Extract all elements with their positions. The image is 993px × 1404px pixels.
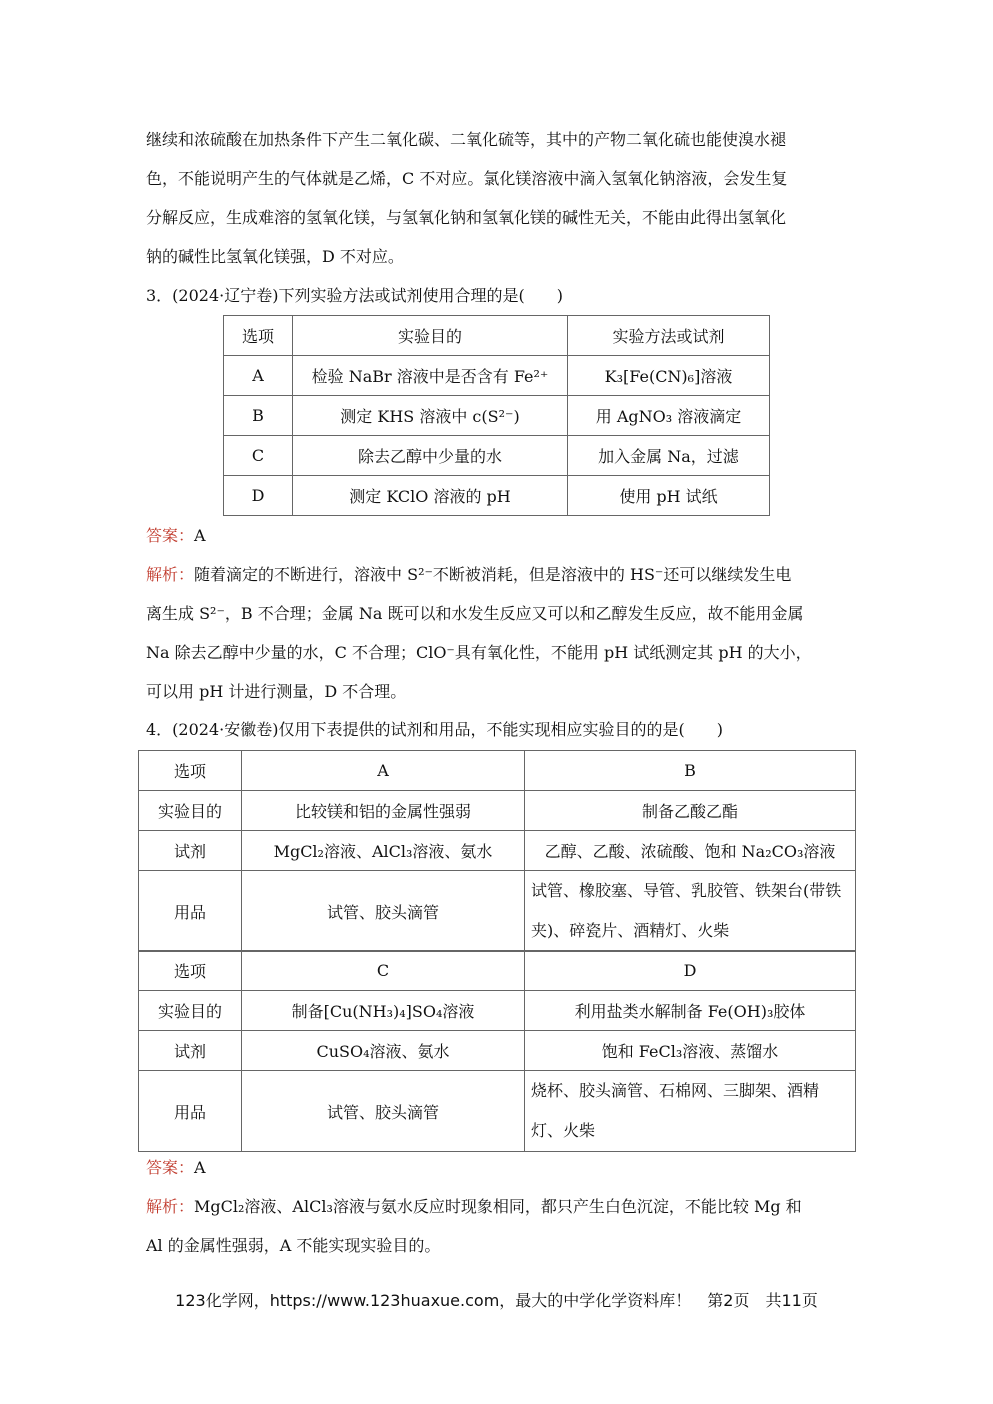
question-4-table-ab (138, 750, 856, 952)
analysis-label: 解析： (146, 1197, 195, 1216)
cell-a: 试管、胶头滴管 (242, 871, 525, 952)
cell-d: 烧杯、胶头滴管、石棉网、三脚架、酒精灯、火柴 (525, 1071, 856, 1152)
header-cell: D (525, 951, 856, 991)
answer-line (146, 526, 206, 546)
option-cell: B (224, 396, 293, 436)
table-row (139, 791, 856, 831)
table-row (224, 476, 770, 516)
analysis-line (146, 565, 791, 585)
analysis-label: 解析： (146, 565, 195, 584)
cell-c: CuSO₄溶液、氨水 (242, 1031, 525, 1071)
cell-a: 比较镁和铝的金属性强弱 (242, 791, 525, 831)
option-cell: C (224, 436, 293, 476)
cell-b: 乙醇、乙酸、浓硫酸、饱和 Na₂CO₃溶液 (525, 831, 856, 871)
option-cell: A (224, 356, 293, 396)
answer-line (146, 1158, 206, 1178)
row-label-cell: 实验目的 (139, 791, 242, 831)
table-row (224, 396, 770, 436)
option-cell: D (224, 476, 293, 516)
table-row (224, 356, 770, 396)
question-3-table (223, 315, 770, 516)
cell-b: 试管、橡胶塞、导管、乳胶管、铁架台(带铁夹)、碎瓷片、酒精灯、火柴 (525, 871, 856, 952)
goal-cell: 除去乙醇中少量的水 (293, 436, 568, 476)
method-cell: K₃[Fe(CN)₆]溶液 (568, 356, 770, 396)
goal-cell: 检验 NaBr 溶液中是否含有 Fe²⁺ (293, 356, 568, 396)
table-header-row (139, 751, 856, 791)
cell-d: 饱和 FeCl₃溶液、蒸馏水 (525, 1031, 856, 1071)
question-3-stem: 3．(2024·辽宁卷)下列实验方法或试剂使用合理的是( ) (146, 286, 563, 305)
table-row (139, 991, 856, 1031)
answer-value: A (194, 526, 206, 545)
header-cell: 选项 (139, 951, 242, 991)
analysis-line: 离生成 S²⁻，B 不合理；金属 Na 既可以和水发生反应又可以和乙醇发生反应，故不能用金属 (146, 604, 804, 623)
row-label-cell: 试剂 (139, 1031, 242, 1071)
header-cell: 实验目的 (293, 316, 568, 356)
analysis-line (146, 1197, 802, 1217)
paragraph-line: 色，不能说明产生的气体就是乙烯，C 不对应。氯化镁溶液中滴入氢氧化钠溶液，会发生复 (146, 169, 788, 188)
method-cell: 使用 pH 试纸 (568, 476, 770, 516)
row-label-cell: 实验目的 (139, 991, 242, 1031)
table-row (139, 871, 856, 952)
table-row (139, 831, 856, 871)
cell-a: MgCl₂溶液、AlCl₃溶液、氨水 (242, 831, 525, 871)
table-header-row (224, 316, 770, 356)
header-cell: 选项 (224, 316, 293, 356)
question-4-table-cd (138, 950, 856, 1152)
table-row (224, 436, 770, 476)
goal-cell: 测定 KClO 溶液的 pH (293, 476, 568, 516)
header-cell: B (525, 751, 856, 791)
paragraph-line: 钠的碱性比氢氧化镁强，D 不对应。 (146, 247, 404, 266)
method-cell: 用 AgNO₃ 溶液滴定 (568, 396, 770, 436)
row-label-cell: 用品 (139, 1071, 242, 1152)
goal-cell: 测定 KHS 溶液中 c(S²⁻) (293, 396, 568, 436)
question-4-stem: 4．(2024·安徽卷)仅用下表提供的试剂和用品，不能实现相应实验目的的是( ) (146, 720, 723, 739)
analysis-text: 随着滴定的不断进行，溶液中 S²⁻不断被消耗，但是溶液中的 HS⁻还可以继续发生电 (194, 565, 792, 584)
header-cell: C (242, 951, 525, 991)
answer-label: 答案： (146, 526, 195, 545)
method-cell: 加入金属 Na，过滤 (568, 436, 770, 476)
analysis-line: Na 除去乙醇中少量的水，C 不合理；ClO⁻具有氧化性，不能用 pH 试纸测定其 pH 的大小， (146, 643, 812, 662)
cell-c: 试管、胶头滴管 (242, 1071, 525, 1152)
cell-b: 制备乙酸乙酯 (525, 791, 856, 831)
row-label-cell: 试剂 (139, 831, 242, 871)
table-row (139, 1031, 856, 1071)
answer-label: 答案： (146, 1158, 195, 1177)
analysis-line: Al 的金属性强弱，A 不能实现实验目的。 (146, 1236, 441, 1255)
paragraph-line: 分解反应，生成难溶的氢氧化镁，与氢氧化钠和氢氧化镁的碱性无关，不能由此得出氢氧化 (146, 208, 787, 227)
header-cell: 实验方法或试剂 (568, 316, 770, 356)
analysis-line: 可以用 pH 计进行测量，D 不合理。 (146, 682, 407, 701)
cell-d: 利用盐类水解制备 Fe(OH)₃胶体 (525, 991, 856, 1031)
header-cell: A (242, 751, 525, 791)
analysis-text: MgCl₂溶液、AlCl₃溶液与氨水反应时现象相同，都只产生白色沉淀，不能比较 Mg 和 (194, 1197, 802, 1216)
page-footer: 123化学网，https://www.123huaxue.com，最大的中学化学资料库！ 第2页 共11页 (175, 1291, 818, 1310)
table-row (139, 1071, 856, 1152)
table-header-row (139, 951, 856, 991)
paragraph-line: 继续和浓硫酸在加热条件下产生二氧化碳、二氧化硫等，其中的产物二氧化硫也能使溴水褪 (146, 130, 787, 149)
row-label-cell: 用品 (139, 871, 242, 952)
answer-value: A (194, 1158, 206, 1177)
header-cell: 选项 (139, 751, 242, 791)
cell-c: 制备[Cu(NH₃)₄]SO₄溶液 (242, 991, 525, 1031)
